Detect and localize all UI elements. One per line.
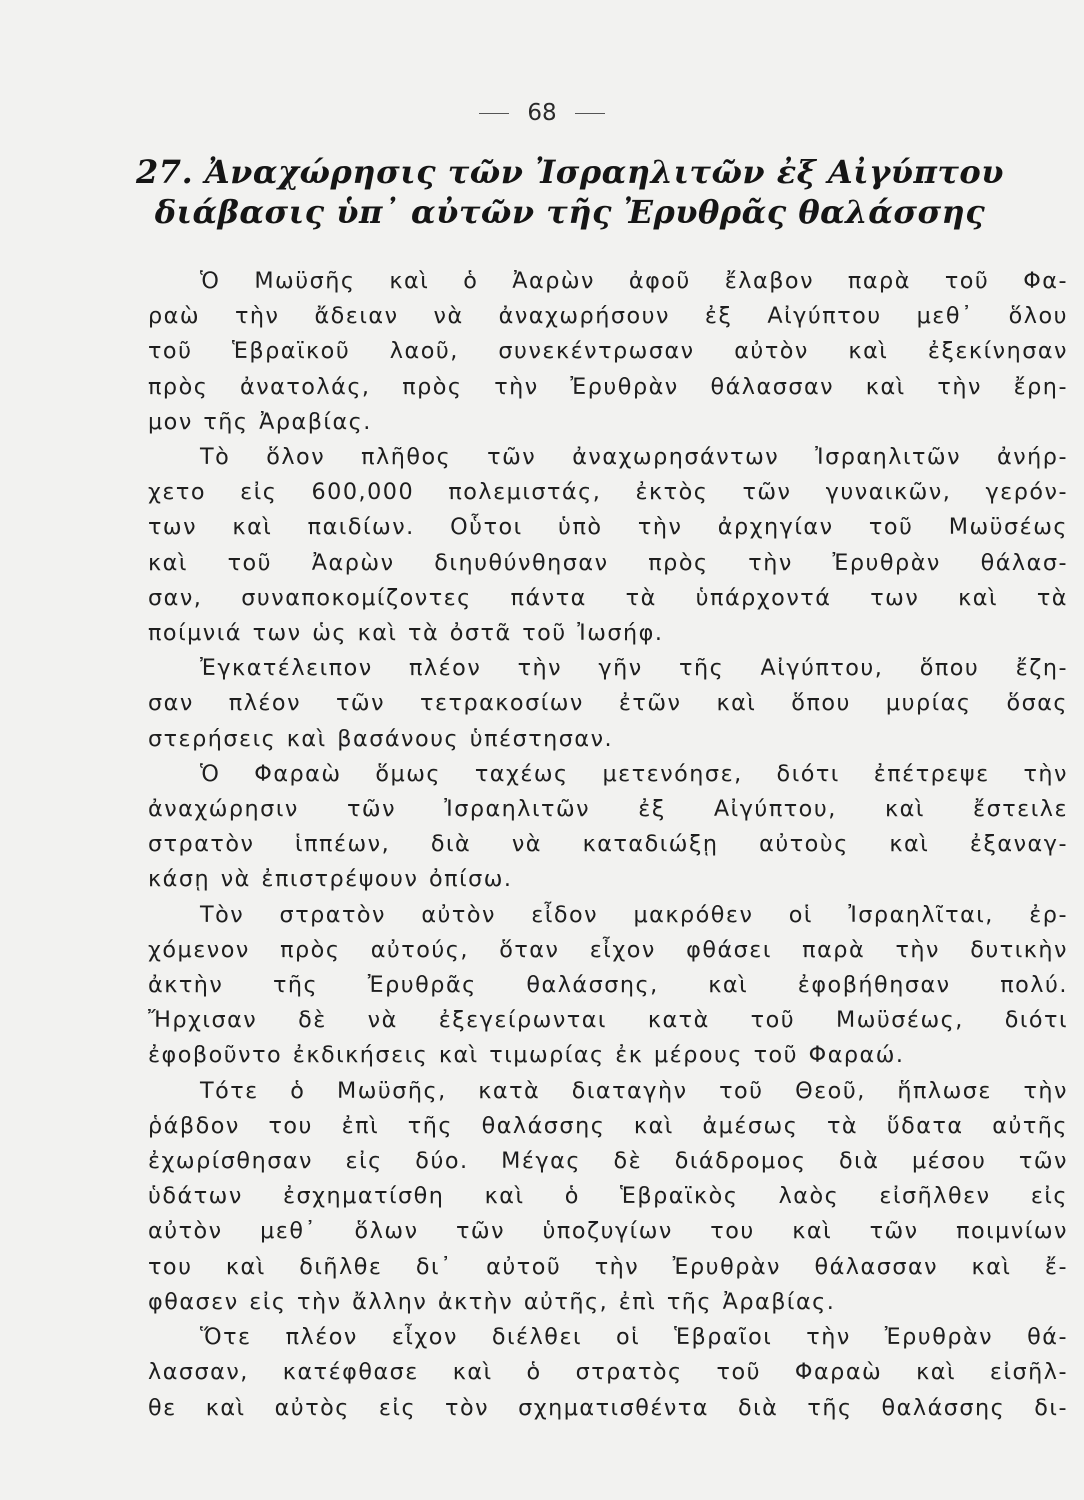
paragraph — [148, 1074, 1068, 1320]
text-line: κάσῃ νὰ ἐπιστρέψουν ὀπίσω. — [148, 866, 513, 893]
text-line: ποίμνιά των ὡς καὶ τὰ ὀστᾶ τοῦ Ἰωσήφ. — [148, 620, 664, 647]
paragraph — [148, 757, 1068, 898]
text-line: ῥάβδον του ἐπὶ τῆς θαλάσσης καὶ ἀμέσως τὰ ὕδατα αὐτῆς — [148, 1112, 1068, 1139]
chapter-heading-line-2: διάβασις ὑπ᾿ αὐτῶν τῆς Ἐρυθρᾶς θαλάσσης — [154, 193, 986, 231]
text-line: Τὸ ὅλον πλῆθος τῶν ἀναχωρησάντων Ἰσραηλιτῶν ἀνήρ- — [200, 444, 1068, 471]
paragraph — [148, 1320, 1068, 1426]
text-line: Ὁ Μωϋσῆς καὶ ὁ Ἀαρὼν ἀφοῦ ἔλαβον παρὰ τοῦ Φα- — [200, 268, 1068, 294]
paragraph — [148, 440, 1068, 651]
text-line: ἐχωρίσθησαν εἰς δύο. Μέγας δὲ διάδρομος διὰ μέσου τῶν — [148, 1148, 1068, 1175]
text-line: του καὶ διῆλθε δι᾿ αὐτοῦ τὴν Ἐρυθρὰν θάλασσαν καὶ ἔ- — [148, 1253, 1068, 1280]
text-line: ἀκτὴν τῆς Ἐρυθρᾶς θαλάσσης, καὶ ἐφοβήθησαν πολύ. — [148, 972, 1068, 999]
text-line: στρατὸν ἱππέων, διὰ νὰ καταδιώξῃ αὐτοὺς καὶ ἐξαναγ- — [148, 831, 1068, 858]
text-line: λασσαν, κατέφθασε καὶ ὁ στρατὸς τοῦ Φαραὼ καὶ εἰσῆλ- — [148, 1359, 1068, 1386]
text-line: ἐφοβοῦντο ἐκδικήσεις καὶ τιμωρίας ἐκ μέρους τοῦ Φαραώ. — [148, 1042, 905, 1069]
text-line: Τότε ὁ Μωϋσῆς, κατὰ διαταγὴν τοῦ Θεοῦ, ἥπλωσε τὴν — [200, 1077, 1068, 1104]
text-line: φθασεν εἰς τὴν ἄλλην ἀκτὴν αὐτῆς, ἐπὶ τῆς Ἀραβίας. — [148, 1288, 836, 1315]
text-line: Ὁ Φαραὼ ὅμως ταχέως μετενόησε, διότι ἐπέτρεψε τὴν — [200, 760, 1068, 787]
paragraph — [148, 264, 1068, 440]
text-line: θε καὶ αὐτὸς εἰς τὸν σχηματισθέντα διὰ τῆς θαλάσσης δι- — [148, 1394, 1068, 1421]
paragraph — [148, 898, 1068, 1074]
page-number-line — [0, 100, 1084, 126]
text-line: Τὸν στρατὸν αὐτὸν εἶδον μακρόθεν οἱ Ἰσραηλῖται, ἐρ- — [200, 901, 1068, 928]
paragraph — [148, 651, 1068, 757]
text-line: χετο εἰς 600,000 πολεμιστάς, ἐκτὸς τῶν γυναικῶν, γερόν- — [148, 479, 1068, 506]
text-line: Ἤρχισαν δὲ νὰ ἐξεγείρωνται κατὰ τοῦ Μωϋσέως, διότι — [148, 1007, 1068, 1034]
text-line: αὐτὸν μεθ᾿ ὅλων τῶν ὑποζυγίων του καὶ τῶν ποιμνίων — [148, 1218, 1068, 1245]
chapter-heading — [120, 152, 1020, 232]
text-line: τοῦ Ἑβραϊκοῦ λαοῦ, συνεκέντρωσαν αὐτὸν καὶ ἐξεκίνησαν — [148, 338, 1068, 365]
page-number-dash-right — [575, 113, 605, 114]
page-number-dash-left — [479, 113, 509, 114]
chapter-heading-line-1: 27. Ἀναχώρησις τῶν Ἰσραηλιτῶν ἐξ Αἰγύπτου — [136, 153, 1004, 191]
text-line: σαν πλέον τῶν τετρακοσίων ἐτῶν καὶ ὅπου μυρίας ὅσας — [148, 690, 1068, 717]
body-text — [148, 264, 1068, 1426]
text-line: σαν, συναποκομίζοντες πάντα τὰ ὑπάρχοντά των καὶ τὰ — [148, 584, 1068, 611]
text-line: Ἐγκατέλειπον πλέον τὴν γῆν τῆς Αἰγύπτου, ὅπου ἔζη- — [200, 655, 1068, 682]
text-line: καὶ τοῦ Ἀαρὼν διηυθύνθησαν πρὸς τὴν Ἐρυθρὰν θάλασ- — [148, 549, 1068, 576]
page-number: 68 — [527, 100, 557, 126]
text-line: ραὼ τὴν ἄδειαν νὰ ἀναχωρήσουν ἐξ Αἰγύπτου μεθ᾿ ὅλου — [148, 303, 1068, 330]
text-line: ἀναχώρησιν τῶν Ἰσραηλιτῶν ἐξ Αἰγύπτου, καὶ ἔστειλε — [148, 796, 1068, 823]
text-line: πρὸς ἀνατολάς, πρὸς τὴν Ἐρυθρὰν θάλασσαν καὶ τὴν ἔρη- — [148, 373, 1068, 400]
text-line: μον τῆς Ἀραβίας. — [148, 408, 372, 435]
text-line: των καὶ παιδίων. Οὗτοι ὑπὸ τὴν ἀρχηγίαν τοῦ Μωϋσέως — [148, 514, 1068, 541]
text-line: στερήσεις καὶ βασάνους ὑπέστησαν. — [148, 725, 614, 752]
text-line: Ὅτε πλέον εἶχον διέλθει οἱ Ἑβραῖοι τὴν Ἐρυθρὰν θά- — [200, 1324, 1068, 1351]
text-line: ὑδάτων ἐσχηματίσθη καὶ ὁ Ἑβραϊκὸς λαὸς εἰσῆλθεν εἰς — [148, 1183, 1068, 1210]
text-line: χόμενον πρὸς αὐτούς, ὅταν εἶχον φθάσει παρὰ τὴν δυτικὴν — [148, 936, 1068, 963]
